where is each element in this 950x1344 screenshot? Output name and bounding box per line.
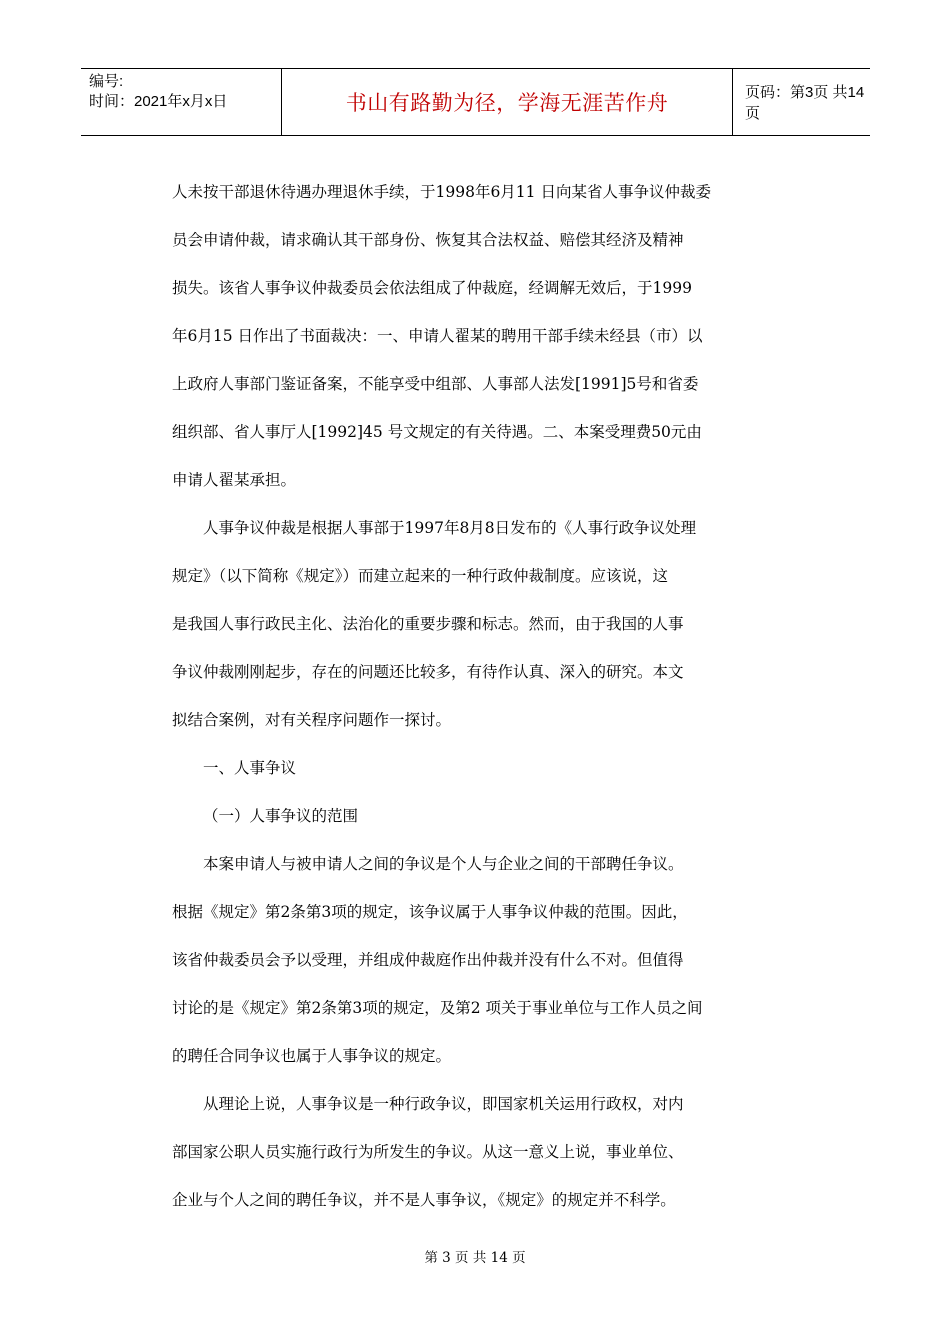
body-line: 申请人翟某承担。 [172, 471, 297, 489]
page-header [81, 68, 870, 136]
body-line: 该省仲裁委员会予以受理，并组成仲裁庭作出仲裁并没有什么不对。但值得 [172, 951, 684, 969]
document-time-label: 时间：2021年x月x日 [89, 93, 228, 110]
body-line: 从理论上说，人事争议是一种行政争议，即国家机关运用行政权，对内 [203, 1095, 684, 1113]
body-line: 一、人事争议 [203, 759, 297, 777]
header-page-info: 页码：第3页 共14页 [745, 84, 865, 122]
body-line: 损失。该省人事争议仲裁委员会依法组成了仲裁庭，经调解无效后，于1999 [172, 279, 692, 297]
body-line: 部国家公职人员实施行政行为所发生的争议。从这一意义上说，事业单位、 [172, 1143, 684, 1161]
document-body [172, 176, 792, 1232]
body-line: 拟结合案例，对有关程序问题作一探讨。 [172, 711, 452, 729]
body-line: 争议仲裁刚刚起步，存在的问题还比较多，有待作认真、深入的研究。本文 [172, 663, 684, 681]
body-line: （一）人事争议的范围 [203, 807, 359, 825]
body-line: 是我国人事行政民主化、法治化的重要步骤和标志。然而，由于我国的人事 [172, 615, 684, 633]
body-line: 本案申请人与被申请人之间的争议是个人与企业之间的干部聘任争议。 [203, 855, 684, 873]
body-line: 组织部、省人事厅人[1992]45 号文规定的有关待遇。二、本案受理费50元由 [172, 423, 702, 441]
document-number-label: 编号: [89, 73, 124, 90]
body-line: 人事争议仲裁是根据人事部于1997年8月8日发布的《人事行政争议处理 [203, 519, 697, 537]
body-line: 根据《规定》第2条第3项的规定，该争议属于人事争议仲裁的范围。因此， [172, 903, 688, 921]
body-line: 年6月15 日作出了书面裁决：一、申请人翟某的聘用干部手续未经县（市）以 [172, 327, 703, 345]
body-line: 讨论的是《规定》第2条第3项的规定，及第2 项关于事业单位与工作人员之间 [172, 999, 703, 1017]
body-line: 上政府人事部门鉴证备案，不能享受中组部、人事部人法发[1991]5号和省委 [172, 375, 699, 393]
page-footer: 第 3 页 共 14 页 [424, 1250, 526, 1266]
header-meta [81, 69, 282, 135]
body-line: 规定》（以下简称《规定》）而建立起来的一种行政仲裁制度。应该说，这 [172, 567, 669, 585]
header-motto: 书山有路勤为径，学海无涯苦作舟 [282, 69, 733, 135]
body-line: 员会申请仲裁，请求确认其干部身份、恢复其合法权益、赔偿其经济及精神 [172, 231, 684, 249]
body-line: 的聘任合同争议也属于人事争议的规定。 [172, 1047, 452, 1065]
body-line: 人未按干部退休待遇办理退休手续，于1998年6月11 日向某省人事争议仲裁委 [172, 183, 711, 201]
body-line: 企业与个人之间的聘任争议，并不是人事争议，《规定》的规定并不科学。 [172, 1191, 676, 1209]
